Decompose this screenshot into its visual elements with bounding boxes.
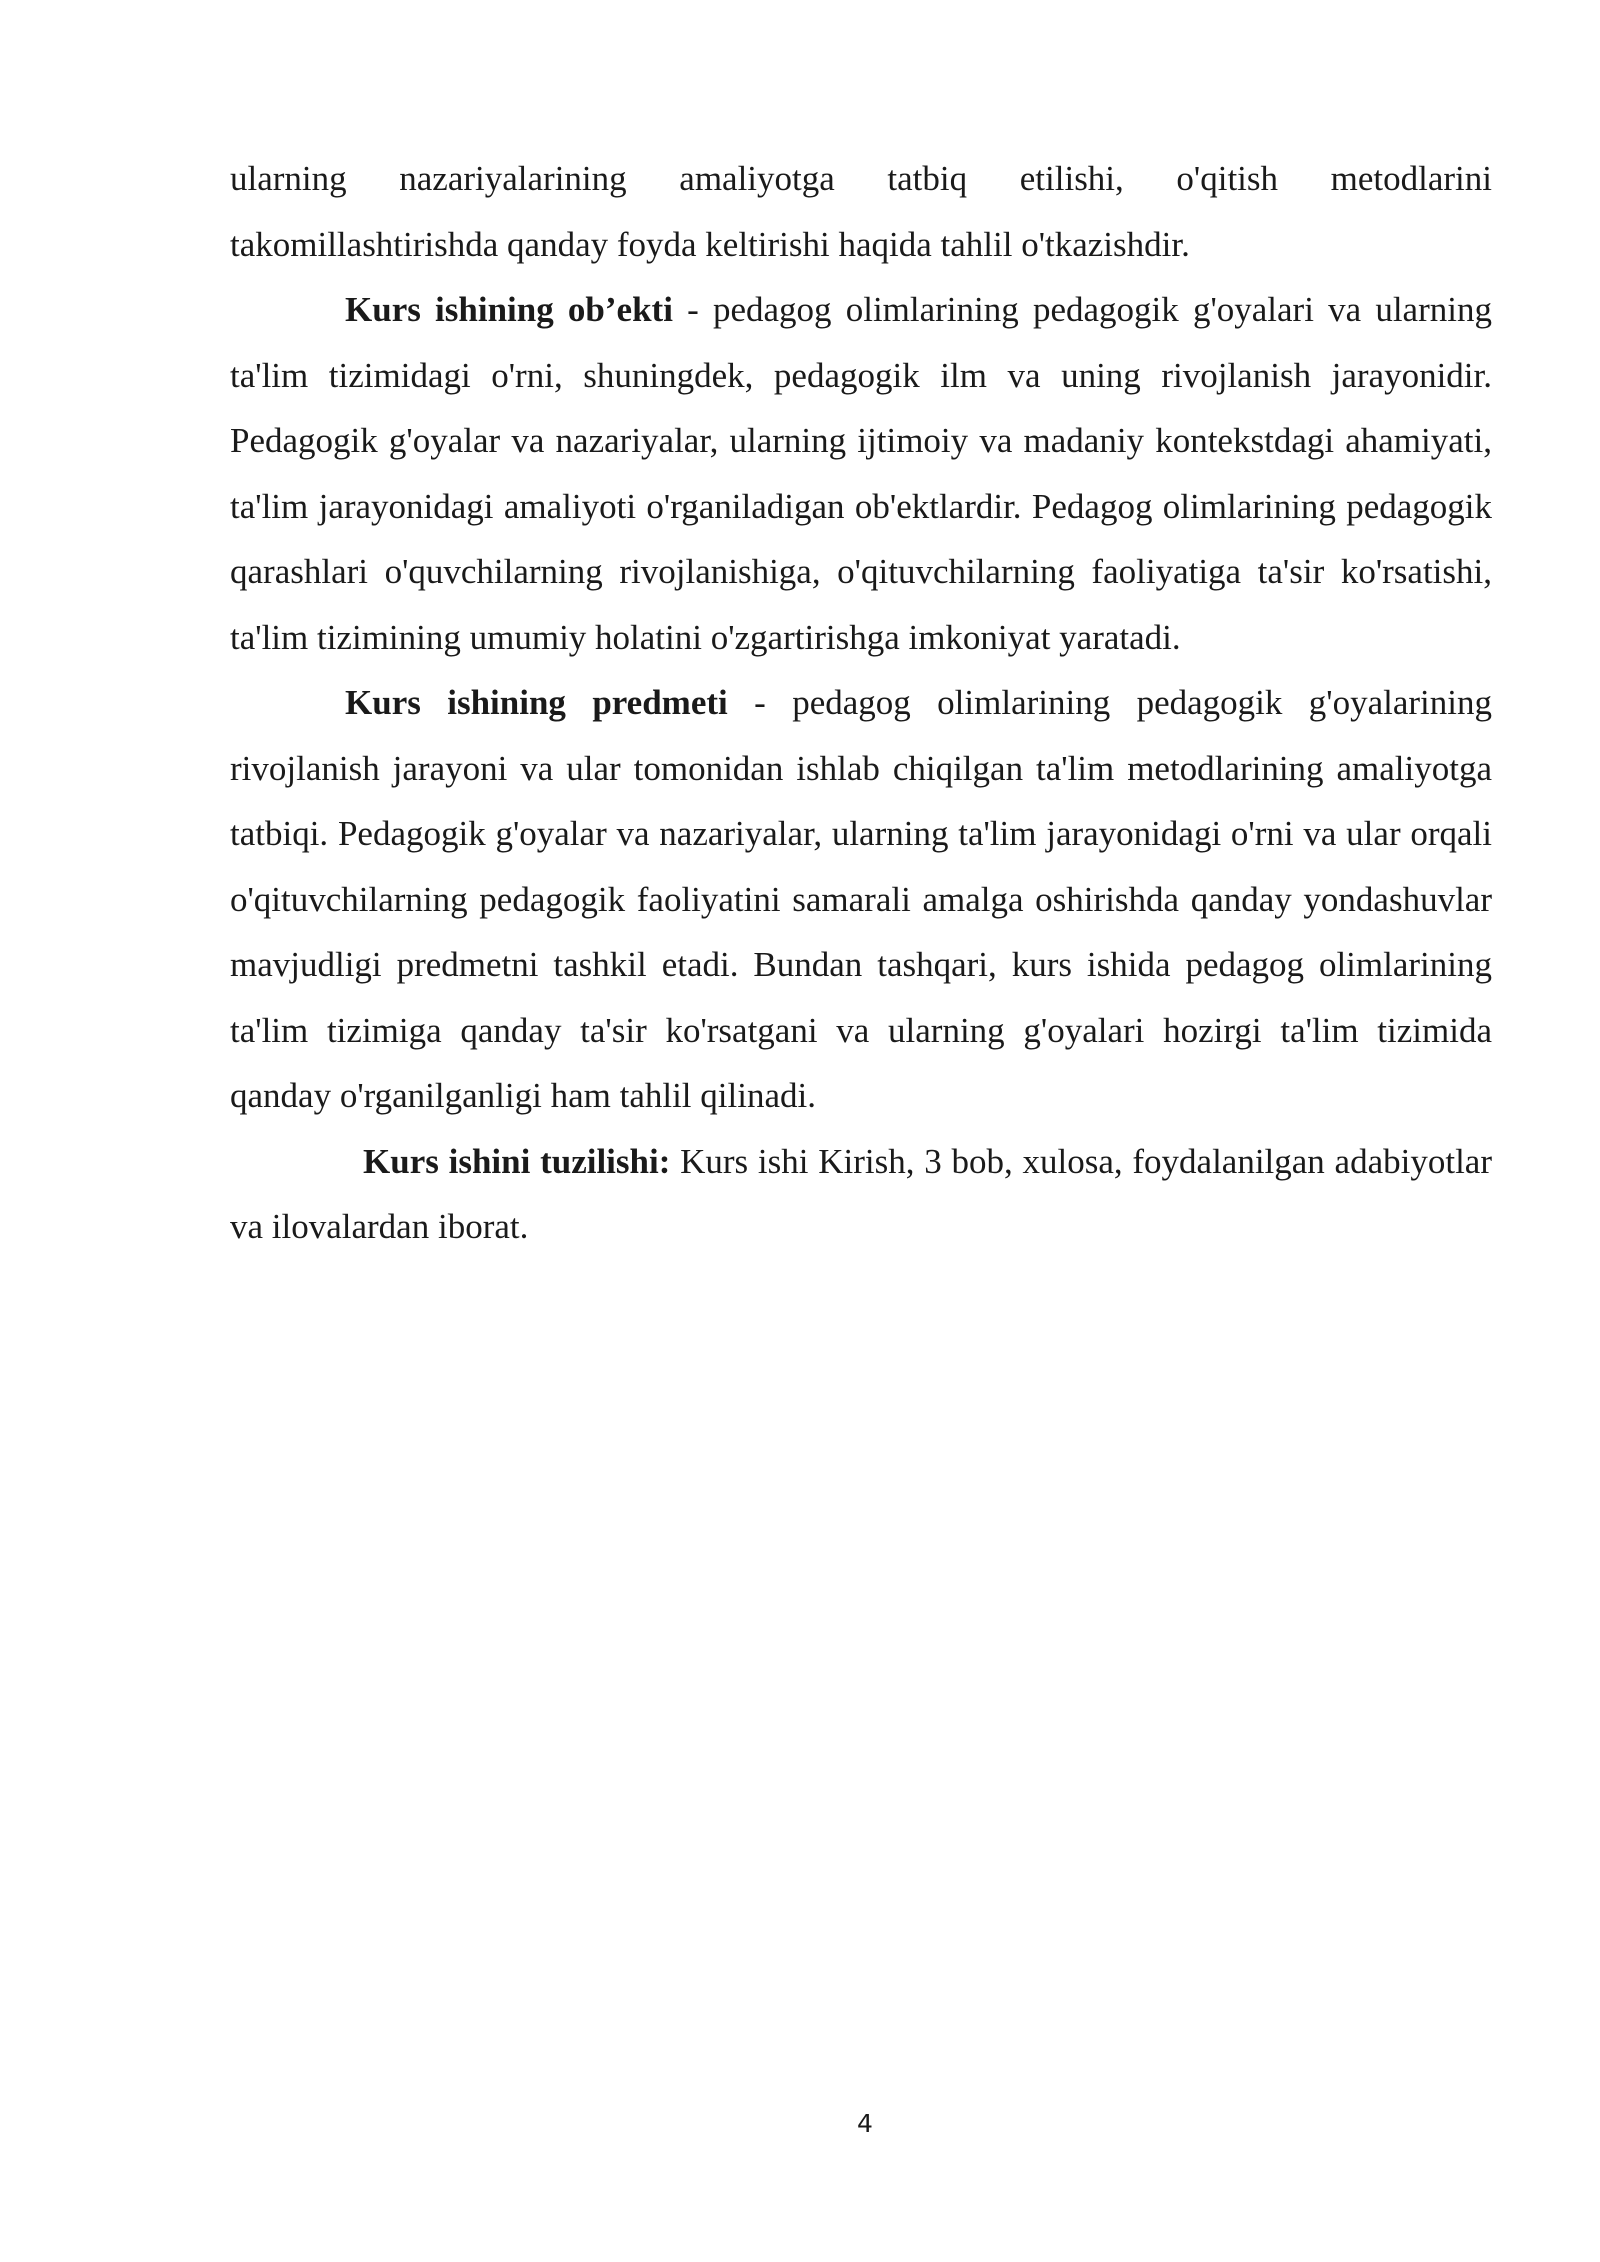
intro-paragraph xyxy=(230,146,1492,277)
subject-paragraph xyxy=(230,670,1492,1129)
object-paragraph xyxy=(230,277,1492,670)
structure-paragraph xyxy=(230,1129,1492,1260)
page-number: 4 xyxy=(857,2109,873,2138)
object-text: - pedagog olimlarining pedagogik g'oyalari va ularning ta'lim tizimidagi o'rni, shuningdek, pedagogik ilm va uning rivojlanish jarayonidir. Pedagogik g'oyalar va nazariyalar, ularning ijtimoiy va madaniy kontekstdagi ahamiyati, ta'lim jarayonidagi amaliyoti o'rganiladigan ob'ektlardir. Pedagog olimlarining pedagogik qarashlari o'quvchilarning rivojlanishiga, o'qituvchilarning faoliyatiga ta'sir ko'rsatishi, ta'lim tizimining umumiy holatini o'zgartirishga imkoniyat yaratadi. xyxy=(230,290,1492,657)
intro-paragraph-text: ularning nazariyalarining amaliyotga tatbiq etilishi, o'qitish metodlarini takomillashtirishda qanday foyda keltirishi haqida tahlil o'tkazishdir. xyxy=(230,159,1492,264)
structure-label: Kurs ishini tuzilishi: xyxy=(363,1141,671,1181)
subject-label: Kurs ishining predmeti xyxy=(345,683,728,722)
subject-text: - pedagog olimlarining pedagogik g'oyalarining rivojlanish jarayoni va ular tomonidan ishlab chiqilgan ta'lim metodlarining amaliyotga tatbiqi. Pedagogik g'oyalar va nazariyalar, ularning ta'lim jarayonidagi o'rni va ular orqali o'qituvchilarning pedagogik faoliyatini samarali amalga oshirishda qanday yondashuvlar mavjudligi predmetni tashkil etadi. Bundan tashqari, kurs ishida pedagog olimlarining ta'lim tizimiga qanday ta'sir ko'rsatgani va ularning g'oyalari hozirgi ta'lim tizimida qanday o'rganilganligi ham tahlil qilinadi. xyxy=(230,683,1492,1115)
structure-text: Kurs ishi Kirish, 3 bob, xulosa, foydalanilgan adabiyotlar va ilovalardan iborat. xyxy=(230,1141,1492,1246)
object-label: Kurs ishining ob’ekti xyxy=(345,290,673,329)
document-body xyxy=(230,146,1492,1260)
